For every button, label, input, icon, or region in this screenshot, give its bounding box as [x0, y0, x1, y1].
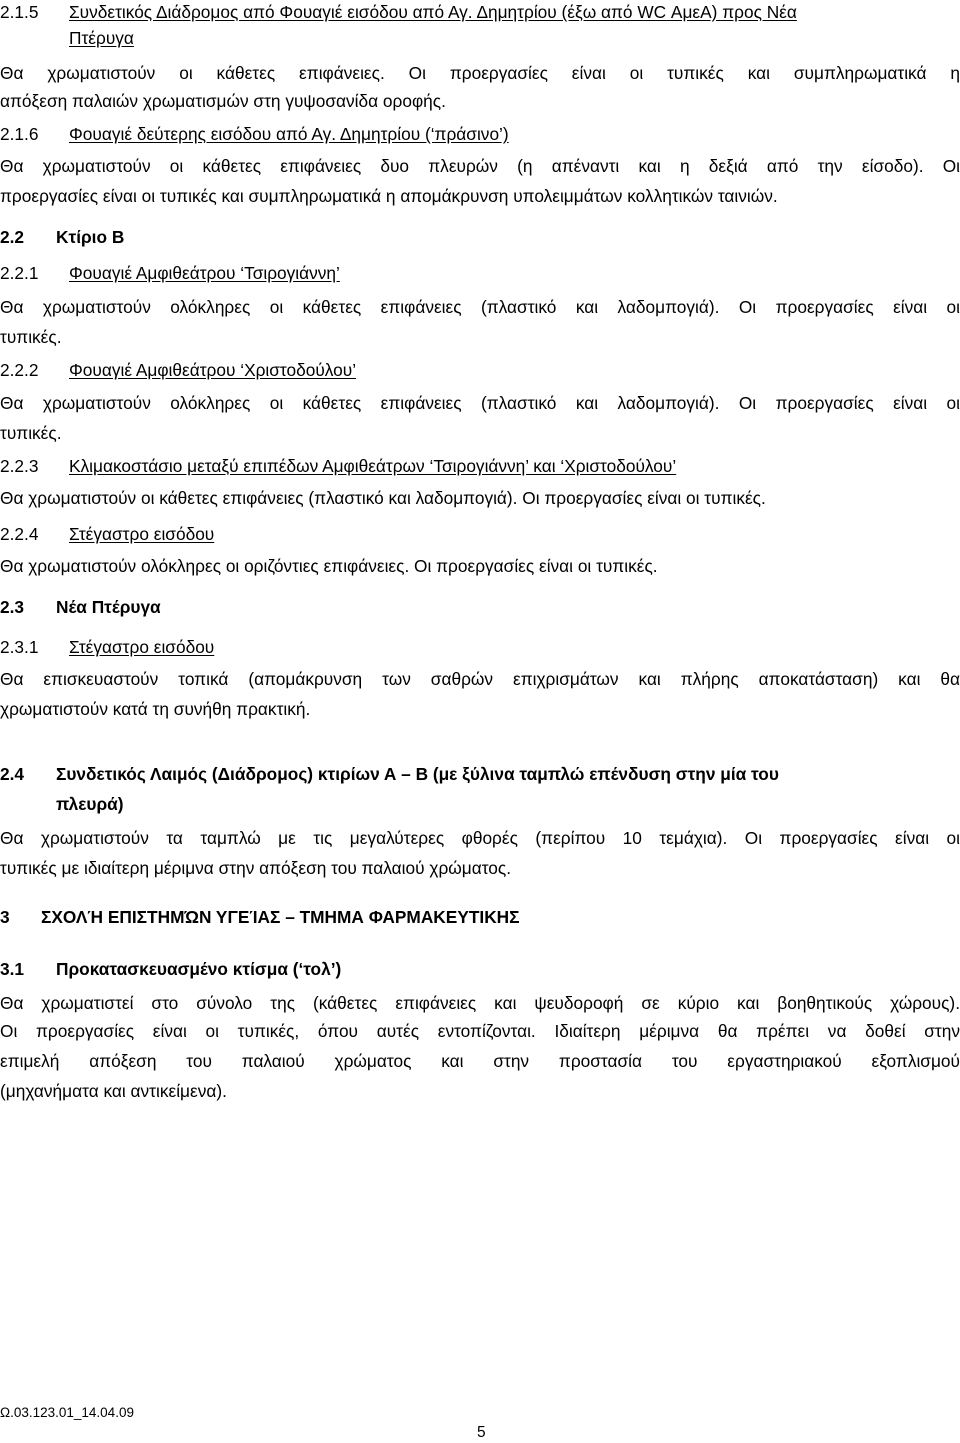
paragraph: Θα χρωματιστούν οι κάθετες επιφάνειες (πλαστικό και λαδομπογιά). Οι προεργασίες είναι οι τυπικές.	[0, 488, 766, 508]
paragraph: Θα χρωματιστούν ολόκληρες οι οριζόντιες επιφάνειες. Οι προεργασίες είναι οι τυπικές.	[0, 556, 658, 576]
section-title: Προκατασκευασμένο κτίσμα (‘τολ’)	[56, 959, 342, 979]
section-number: 2.2.4	[0, 524, 39, 544]
section-number: 2.2.3	[0, 456, 39, 476]
paragraph: Οι προεργασίες είναι οι τυπικές, όπου αυτές εντοπίζονται. Ιδιαίτερη μέριμνα θα πρέπει να δοθεί στην	[0, 1021, 960, 1041]
paragraph: προεργασίες είναι οι τυπικές και συμπληρωματικά η απομάκρυνση υπολειμμάτων κολλητικών ταινιών.	[0, 186, 778, 206]
heading-2-2-2	[0, 359, 356, 381]
heading-2-3-1	[0, 636, 214, 658]
heading-2-1-6	[0, 123, 509, 145]
section-title: Στέγαστρο εισόδου	[69, 524, 215, 544]
section-number: 2.2.1	[0, 263, 39, 283]
section-title: Κλιμακοστάσιο μεταξύ επιπέδων Αμφιθεάτρων ‘Τσιρογιάννη’ και ‘Χριστοδούλου’	[69, 456, 677, 476]
section-number: 2.3.1	[0, 637, 39, 657]
section-number: 2.4	[0, 764, 25, 784]
section-title: Συνδετικός Λαιμός (Διάδρομος) κτιρίων Α – Β (με ξύλινα ταμπλώ επένδυση στην μία του	[56, 764, 779, 784]
section-title-continued: πλευρά)	[56, 794, 124, 814]
section-title: Στέγαστρο εισόδου	[69, 637, 215, 657]
paragraph: Θα χρωματιστούν ολόκληρες οι κάθετες επιφάνειες (πλαστικό και λαδομπογιά). Οι προεργασίες είναι οι	[0, 393, 960, 413]
paragraph: χρωματιστούν κατά τη συνήθη πρακτική.	[0, 699, 311, 719]
section-number: 3.1	[0, 959, 25, 979]
section-title: ΣΧΟΛΉ ΕΠΙΣΤΗΜΏΝ ΥΓΕΊΑΣ – ΤΜΗΜΑ ΦΑΡΜΑΚΕΥΤΙΚΗΣ	[41, 907, 520, 927]
section-title: Φουαγιέ Αμφιθεάτρου ‘Τσιρογιάννη’	[69, 263, 340, 283]
section-title: Συνδετικός Διάδρομος από Φουαγιέ εισόδου από Αγ. Δημητρίου (έξω από WC ΑμεΑ) προς Νέα	[69, 2, 797, 22]
section-number: 2.1.5	[0, 2, 39, 22]
section-title: Φουαγιέ Αμφιθεάτρου ‘Χριστοδούλου’	[69, 360, 357, 380]
section-title: Κτίριο Β	[56, 227, 125, 247]
paragraph: επιμελή απόξεση του παλαιού χρώματος και στην προστασία του εργαστηριακού εξοπλισμού	[0, 1051, 960, 1071]
section-number: 2.2	[0, 227, 25, 247]
heading-2-4	[0, 763, 779, 785]
document-code: Ω.03.123.01_14.04.09	[0, 1405, 134, 1420]
heading-2-3	[0, 596, 161, 618]
paragraph: τυπικές.	[0, 327, 62, 347]
paragraph: Θα χρωματιστούν τα ταμπλώ με τις μεγαλύτερες φθορές (περίπου 10 τεμάχια). Οι προεργασίες είναι οι	[0, 828, 960, 848]
section-title-continued: Πτέρυγα	[69, 28, 134, 48]
section-number: 2.1.6	[0, 124, 39, 144]
heading-2-1-5	[0, 1, 797, 23]
paragraph: Θα χρωματιστούν ολόκληρες οι κάθετες επιφάνειες (πλαστικό και λαδομπογιά). Οι προεργασίες είναι οι	[0, 297, 960, 317]
heading-2-2	[0, 226, 124, 248]
paragraph: τυπικές.	[0, 423, 62, 443]
heading-3	[0, 906, 520, 928]
paragraph: Θα χρωματιστεί στο σύνολο της (κάθετες επιφάνειες και ψευδοροφή σε κύριο και βοηθητικούς χώρους).	[0, 993, 960, 1013]
paragraph: Θα χρωματιστούν οι κάθετες επιφάνειες. Οι προεργασίες είναι οι τυπικές και συμπληρωματικά η	[0, 63, 960, 83]
heading-3-1	[0, 958, 341, 980]
paragraph: Θα επισκευαστούν τοπικά (απομάκρυνση των σαθρών επιχρισμάτων και πλήρης αποκατάσταση) και θα	[0, 669, 960, 689]
section-title: Νέα Πτέρυγα	[56, 597, 161, 617]
heading-2-2-4	[0, 523, 214, 545]
paragraph: (μηχανήματα και αντικείμενα).	[0, 1081, 227, 1101]
heading-2-2-3	[0, 455, 676, 477]
paragraph: απόξεση παλαιών χρωματισμών στη γυψοσανίδα οροφής.	[0, 91, 446, 111]
heading-2-2-1	[0, 262, 340, 284]
paragraph: Θα χρωματιστούν οι κάθετες επιφάνειες δυο πλευρών (η απέναντι και η δεξιά από την είσοδο). Οι	[0, 156, 960, 176]
paragraph: τυπικές με ιδιαίτερη μέριμνα στην απόξεση του παλαιού χρώματος.	[0, 858, 512, 878]
section-title: Φουαγιέ δεύτερης εισόδου από Αγ. Δημητρίου (‘πράσινο’)	[69, 124, 509, 144]
section-number: 3	[0, 907, 10, 927]
section-number: 2.3	[0, 597, 25, 617]
page-number: 5	[477, 1424, 486, 1441]
section-number: 2.2.2	[0, 360, 39, 380]
